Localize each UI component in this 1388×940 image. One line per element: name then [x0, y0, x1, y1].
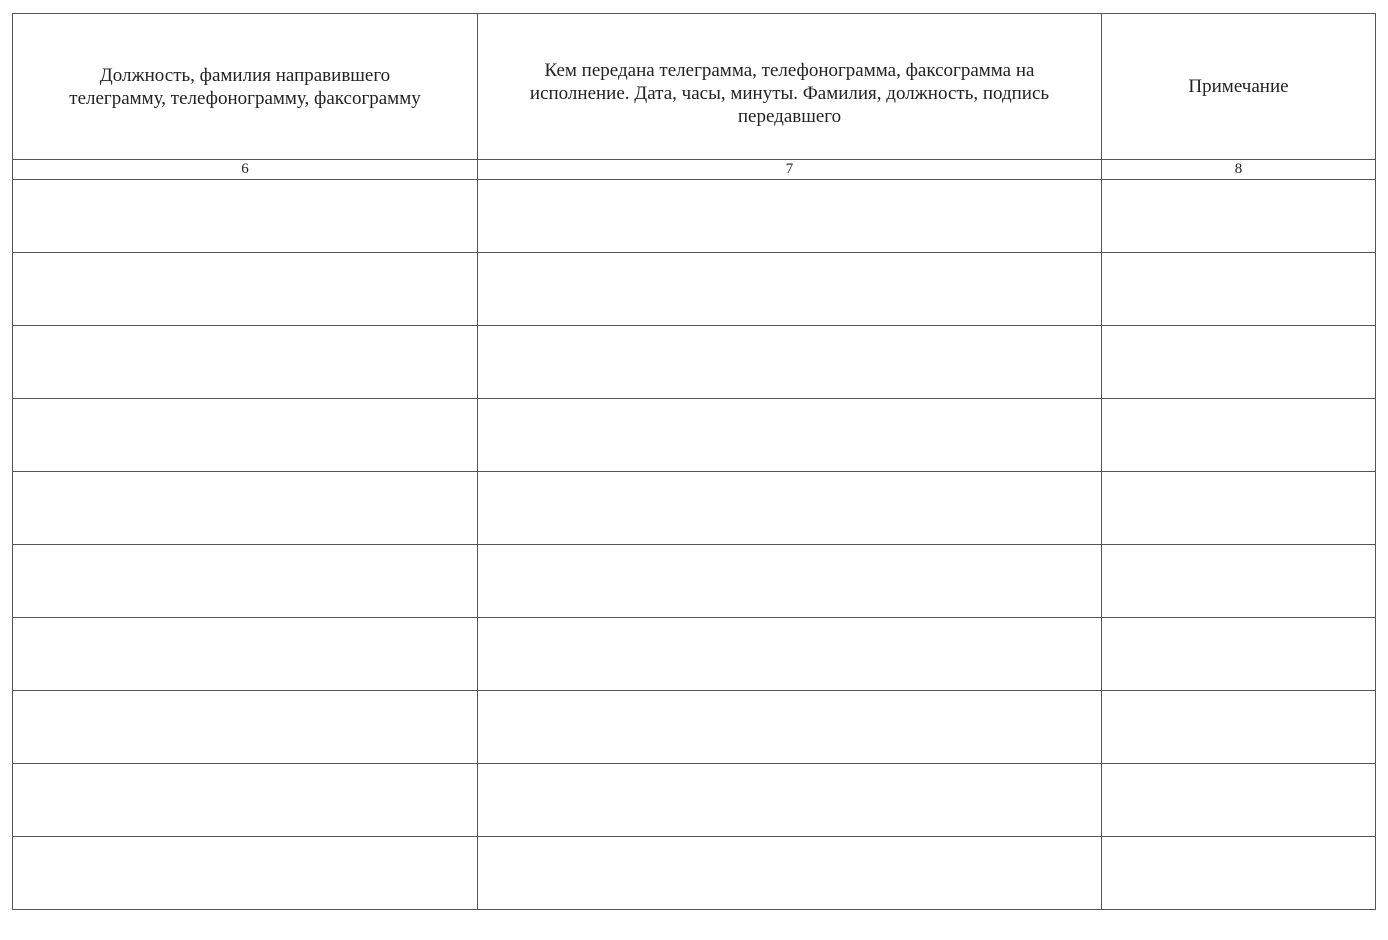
header-text-note: Примечание — [1188, 76, 1289, 97]
table-cell[interactable] — [1102, 618, 1376, 691]
table-cell[interactable] — [1102, 253, 1376, 326]
table-row — [13, 253, 1376, 326]
table-body — [13, 180, 1376, 910]
table-cell[interactable] — [1102, 180, 1376, 253]
header-cell-sender — [13, 14, 478, 160]
table-cell[interactable] — [478, 691, 1102, 764]
table-cell[interactable] — [478, 180, 1102, 253]
table-cell[interactable] — [1102, 472, 1376, 545]
column-number-7: 7 — [478, 160, 1102, 180]
table-cell[interactable] — [13, 253, 478, 326]
journal-table — [12, 13, 1376, 910]
column-number-8: 8 — [1102, 160, 1376, 180]
header-text-sender: Должность, фамилия направившего телеграмму, телефонограмму, факсограмму — [69, 64, 421, 109]
table-cell[interactable] — [478, 618, 1102, 691]
table-cell[interactable] — [13, 764, 478, 837]
table-cell[interactable] — [13, 837, 478, 910]
table-cell[interactable] — [478, 837, 1102, 910]
table-cell[interactable] — [1102, 837, 1376, 910]
table-row — [13, 326, 1376, 399]
header-row — [13, 14, 1376, 160]
table-row — [13, 837, 1376, 910]
table-row — [13, 472, 1376, 545]
table-cell[interactable] — [13, 618, 478, 691]
table-row — [13, 691, 1376, 764]
column-number-row — [13, 160, 1376, 180]
table-cell[interactable] — [478, 764, 1102, 837]
table-cell[interactable] — [478, 253, 1102, 326]
table-row — [13, 618, 1376, 691]
table-cell[interactable] — [478, 545, 1102, 618]
table-cell[interactable] — [1102, 691, 1376, 764]
table-cell[interactable] — [13, 545, 478, 618]
table-cell[interactable] — [13, 472, 478, 545]
table-row — [13, 399, 1376, 472]
table-cell[interactable] — [478, 399, 1102, 472]
table-row — [13, 545, 1376, 618]
table-row — [13, 180, 1376, 253]
table-cell[interactable] — [478, 472, 1102, 545]
table-cell[interactable] — [1102, 326, 1376, 399]
table-cell[interactable] — [1102, 399, 1376, 472]
table-cell[interactable] — [1102, 764, 1376, 837]
header-cell-note — [1102, 14, 1376, 160]
table-cell[interactable] — [1102, 545, 1376, 618]
table-cell[interactable] — [478, 326, 1102, 399]
column-number-6: 6 — [13, 160, 478, 180]
table-cell[interactable] — [13, 691, 478, 764]
header-text-transmitted-by: Кем передана телеграмма, телефонограмма, факсограмма на исполнение. Дата, часы, минуты. Фамилия, должность, подпись передавшего — [529, 60, 1050, 127]
table-cell[interactable] — [13, 326, 478, 399]
header-cell-transmitted-by — [478, 14, 1102, 160]
table-cell[interactable] — [13, 399, 478, 472]
table-row — [13, 764, 1376, 837]
table-cell[interactable] — [13, 180, 478, 253]
